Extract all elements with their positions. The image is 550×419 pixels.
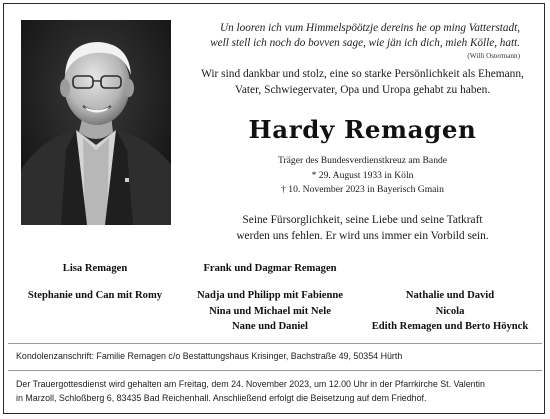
gratitude-line-2: Vater, Schwiegervater, Opa und Uropa gehabt zu haben. xyxy=(234,84,491,96)
service-line-2: in Marzoll, Schloßberg 6, 83435 Bad Reichenhall. Anschließend erfolgt die Beisetzung auf dem Friedhof. xyxy=(16,393,427,403)
portrait-photo xyxy=(21,20,171,225)
death-line: † 10. November 2023 in Bayerisch Gmain xyxy=(281,184,444,196)
divider-top xyxy=(8,343,542,344)
family-lisa: Lisa Remagen xyxy=(62,263,128,274)
quote-line-2: well stell ich noch do bovven sage, wie jän ich dich, mieh Kölle, hatt. xyxy=(210,37,520,49)
deceased-name: Hardy Remagen xyxy=(248,115,477,144)
family-member-line: Nina und Michael mit Nele xyxy=(209,305,331,317)
family-column-1 xyxy=(15,288,175,304)
family-member-line: Nathalie und David xyxy=(405,290,495,301)
deceased-details xyxy=(185,154,540,198)
family-member-line: Stephanie und Can mit Romy xyxy=(27,290,163,301)
divider-bottom xyxy=(8,370,542,371)
family-member-line: Nicola xyxy=(435,305,465,317)
honor-line: Träger des Bundesverdienstkreuz am Bande xyxy=(277,155,448,166)
quote-line-1: Un looren ich vum Himmelspöötzje dereins he op ming Vatterstadt, xyxy=(220,22,520,34)
tribute-line-1: Seine Fürsorglichkeit, seine Liebe und seine Tatkraft xyxy=(242,214,483,226)
quote-author: (Willi Ostermann) xyxy=(467,52,520,60)
family-column-2 xyxy=(180,288,360,335)
gratitude-text xyxy=(185,66,540,98)
gratitude-line-1: Wir sind dankbar und stolz, eine so starke Persönlichkeit als Ehemann, xyxy=(201,68,524,80)
tribute-text xyxy=(185,212,540,244)
family-frank-dagmar: Frank und Dagmar Remagen xyxy=(203,263,337,274)
family-member-line: Nane und Daniel xyxy=(232,321,308,333)
family-column-3 xyxy=(360,288,540,335)
tribute-line-2: werden uns fehlen. Er wird uns immer ein Vorbild sein. xyxy=(236,230,489,242)
service-line-1: Der Trauergottesdienst wird gehalten am Freitag, dem 24. November 2023, um 12.00 Uhr in der Pfarrkirche St. Valentin xyxy=(16,379,485,389)
birth-line: * 29. August 1933 in Köln xyxy=(311,169,414,181)
family-member-line: Nadja und Philipp mit Fabienne xyxy=(197,290,343,301)
service-info xyxy=(16,377,536,405)
family-member-line: Edith Remagen und Berto Höynck xyxy=(371,321,529,333)
condolence-address: Kondolenzanschrift: Familie Remagen c/o Bestattungshaus Krisinger, Bachstraße 49, 50354 Hürth xyxy=(16,351,403,361)
quote-text xyxy=(190,21,520,51)
